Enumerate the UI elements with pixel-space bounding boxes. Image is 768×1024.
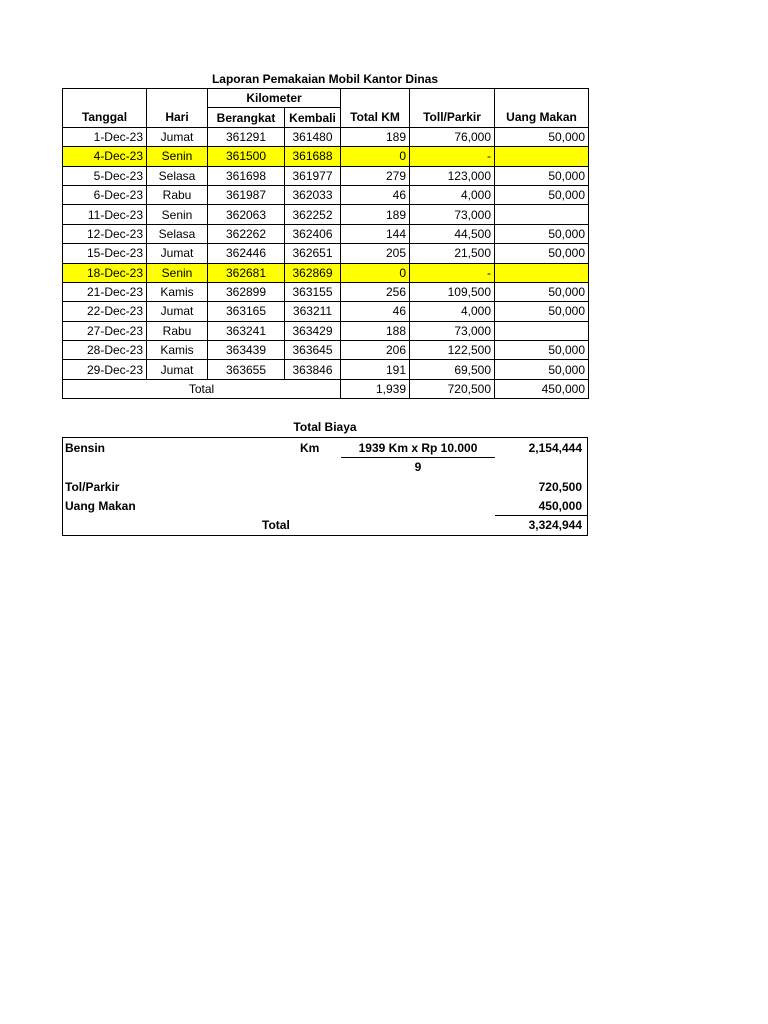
cell-toll-parkir: 69,500 <box>410 360 495 379</box>
cell-berangkat: 363165 <box>208 302 285 321</box>
cell-berangkat: 361698 <box>208 166 285 185</box>
cell-uang-makan <box>495 263 589 282</box>
cell-toll-parkir: 21,500 <box>410 244 495 263</box>
header-kilometer: Kilometer <box>208 89 341 108</box>
cell-kembali: 362651 <box>285 244 341 263</box>
cell-tanggal: 29-Dec-23 <box>63 360 147 379</box>
table-row <box>63 205 589 224</box>
cell-kembali: 363211 <box>285 302 341 321</box>
tol-parkir-label: Tol/Parkir <box>65 480 120 494</box>
cell-tanggal: 27-Dec-23 <box>63 321 147 340</box>
table-row <box>63 321 589 340</box>
cell-total-km: 189 <box>341 205 410 224</box>
cell-kembali: 363429 <box>285 321 341 340</box>
total-label: Total <box>63 379 341 398</box>
cell-kembali: 362869 <box>285 263 341 282</box>
cell-hari: Jumat <box>147 302 208 321</box>
table-row <box>63 360 589 379</box>
header-uang-makan: Uang Makan <box>495 89 589 128</box>
table-row <box>63 224 589 243</box>
cell-berangkat: 362262 <box>208 224 285 243</box>
bensin-value: 2,154,444 <box>528 441 582 455</box>
cell-uang-makan: 50,000 <box>495 127 589 146</box>
table-row <box>63 341 589 360</box>
cell-berangkat: 362063 <box>208 205 285 224</box>
report-title: Laporan Pemakaian Mobil Kantor Dinas <box>211 72 439 86</box>
cell-berangkat: 361291 <box>208 127 285 146</box>
cell-uang-makan <box>495 321 589 340</box>
header-toll-parkir: Toll/Parkir <box>410 89 495 128</box>
cell-berangkat: 363241 <box>208 321 285 340</box>
km-label: Km <box>300 441 320 455</box>
usage-table <box>62 88 589 399</box>
cell-berangkat: 363655 <box>208 360 285 379</box>
cell-hari: Senin <box>147 205 208 224</box>
header-tanggal: Tanggal <box>63 89 147 128</box>
cell-total-km: 205 <box>341 244 410 263</box>
cell-total-km: 206 <box>341 341 410 360</box>
cell-toll-parkir: - <box>410 147 495 166</box>
cell-kembali: 362033 <box>285 185 341 204</box>
cell-kembali: 361688 <box>285 147 341 166</box>
cell-hari: Jumat <box>147 360 208 379</box>
cell-total-km: 256 <box>341 282 410 301</box>
cell-toll-parkir: 4,000 <box>410 302 495 321</box>
cell-hari: Kamis <box>147 282 208 301</box>
cell-kembali: 363155 <box>285 282 341 301</box>
cell-toll-parkir: 73,000 <box>410 321 495 340</box>
biaya-total-label: Total <box>262 518 290 532</box>
cell-total-km: 46 <box>341 302 410 321</box>
cell-total-km: 144 <box>341 224 410 243</box>
header-row-1 <box>63 89 589 108</box>
table-row <box>63 127 589 146</box>
cell-uang-makan: 50,000 <box>495 302 589 321</box>
cell-uang-makan: 50,000 <box>495 185 589 204</box>
total-toll-parkir-value: 720,500 <box>410 379 495 398</box>
cell-tanggal: 5-Dec-23 <box>63 166 147 185</box>
cell-total-km: 191 <box>341 360 410 379</box>
header-hari: Hari <box>147 89 208 128</box>
cell-uang-makan: 50,000 <box>495 244 589 263</box>
header-kembali: Kembali <box>285 108 341 127</box>
cell-kembali: 362252 <box>285 205 341 224</box>
cell-kembali: 363645 <box>285 341 341 360</box>
total-biaya-box <box>62 437 588 536</box>
cell-toll-parkir: 44,500 <box>410 224 495 243</box>
table-row <box>63 302 589 321</box>
cell-total-km: 0 <box>341 147 410 166</box>
total-biaya-title: Total Biaya <box>293 420 357 434</box>
header-total-km: Total KM <box>341 89 410 128</box>
bensin-label: Bensin <box>65 441 106 455</box>
cell-berangkat: 361987 <box>208 185 285 204</box>
cell-hari: Selasa <box>147 224 208 243</box>
table-row <box>63 166 589 185</box>
table-row-highlighted <box>63 263 589 282</box>
table-row <box>63 282 589 301</box>
cell-hari: Rabu <box>147 321 208 340</box>
uang-makan-label: Uang Makan <box>65 499 136 513</box>
cell-tanggal: 28-Dec-23 <box>63 341 147 360</box>
uang-makan-value: 450,000 <box>538 499 582 513</box>
cell-toll-parkir: 73,000 <box>410 205 495 224</box>
cell-hari: Selasa <box>147 166 208 185</box>
cell-toll-parkir: 123,000 <box>410 166 495 185</box>
cell-total-km: 189 <box>341 127 410 146</box>
cell-tanggal: 21-Dec-23 <box>63 282 147 301</box>
cell-tanggal: 12-Dec-23 <box>63 224 147 243</box>
cell-berangkat: 362899 <box>208 282 285 301</box>
total-row <box>63 379 589 398</box>
tol-parkir-value: 720,500 <box>538 480 582 494</box>
cell-toll-parkir: - <box>410 263 495 282</box>
cell-hari: Senin <box>147 147 208 166</box>
cell-total-km: 46 <box>341 185 410 204</box>
header-berangkat: Berangkat <box>208 108 285 127</box>
cell-berangkat: 362446 <box>208 244 285 263</box>
cell-toll-parkir: 122,500 <box>410 341 495 360</box>
cell-berangkat: 361500 <box>208 147 285 166</box>
cell-toll-parkir: 76,000 <box>410 127 495 146</box>
cell-berangkat: 363439 <box>208 341 285 360</box>
cell-uang-makan <box>495 147 589 166</box>
biaya-total-value: 3,324,944 <box>528 518 582 532</box>
cell-uang-makan <box>495 205 589 224</box>
cell-uang-makan: 50,000 <box>495 360 589 379</box>
cell-hari: Rabu <box>147 185 208 204</box>
cell-uang-makan: 50,000 <box>495 282 589 301</box>
cell-uang-makan: 50,000 <box>495 166 589 185</box>
cell-tanggal: 22-Dec-23 <box>63 302 147 321</box>
formula-numerator: 1939 Km x Rp 10.000 <box>358 441 478 455</box>
table-row <box>63 244 589 263</box>
cell-tanggal: 6-Dec-23 <box>63 185 147 204</box>
cell-total-km: 279 <box>341 166 410 185</box>
cell-kembali: 363846 <box>285 360 341 379</box>
cell-hari: Kamis <box>147 341 208 360</box>
cell-kembali: 361977 <box>285 166 341 185</box>
cell-tanggal: 1-Dec-23 <box>63 127 147 146</box>
cell-hari: Jumat <box>147 127 208 146</box>
cell-tanggal: 18-Dec-23 <box>63 263 147 282</box>
cell-tanggal: 15-Dec-23 <box>63 244 147 263</box>
cell-tanggal: 4-Dec-23 <box>63 147 147 166</box>
cell-kembali: 362406 <box>285 224 341 243</box>
table-row <box>63 185 589 204</box>
cell-uang-makan: 50,000 <box>495 341 589 360</box>
total-km-value: 1,939 <box>341 379 410 398</box>
cell-berangkat: 362681 <box>208 263 285 282</box>
formula-denominator: 9 <box>414 460 422 474</box>
cell-total-km: 188 <box>341 321 410 340</box>
cell-toll-parkir: 109,500 <box>410 282 495 301</box>
cell-uang-makan: 50,000 <box>495 224 589 243</box>
table-row-highlighted <box>63 147 589 166</box>
cell-hari: Senin <box>147 263 208 282</box>
cell-kembali: 361480 <box>285 127 341 146</box>
cell-tanggal: 11-Dec-23 <box>63 205 147 224</box>
cell-hari: Jumat <box>147 244 208 263</box>
cell-total-km: 0 <box>341 263 410 282</box>
cell-toll-parkir: 4,000 <box>410 185 495 204</box>
total-uang-makan-value: 450,000 <box>495 379 589 398</box>
